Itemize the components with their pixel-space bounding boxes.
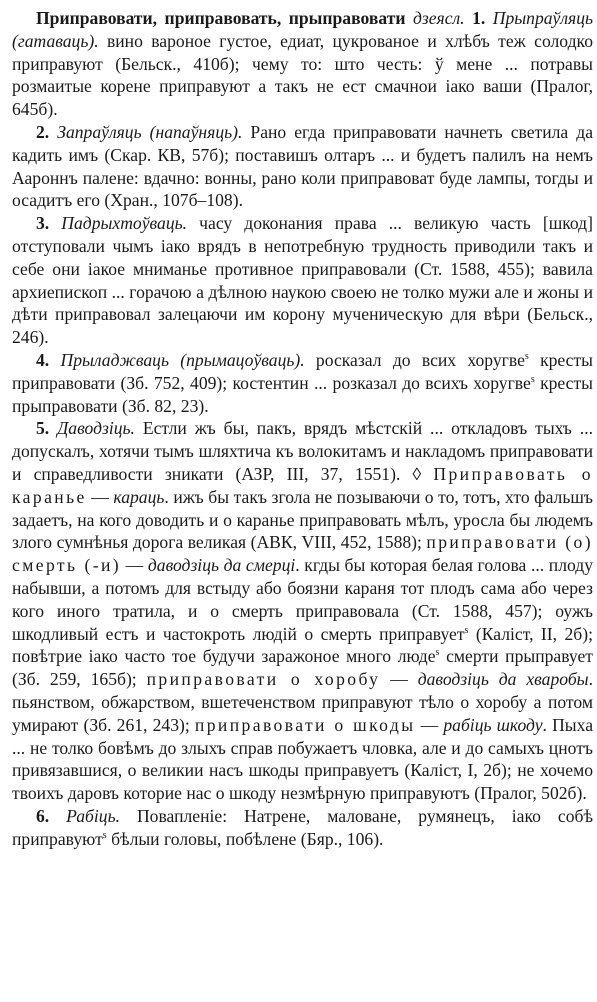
superscript-mark: s — [435, 647, 440, 659]
superscript-mark: s — [524, 350, 529, 362]
sense-text: Повапленіе: Натрене, маловане, румянецъ, iако собѣ приправуют — [12, 805, 593, 849]
phrase-gloss: караць — [113, 486, 165, 507]
sense-text: кресты прыправовати (Зб. 82, 23). — [12, 372, 593, 416]
sense-text: смерти прыправует (Зб. 259, 165б); — [12, 646, 593, 690]
sense-text: часу доконания права ... великую часть [шкод] отступовали чымъ iако врядъ в непотребную трудность приводили такъ и себе они iакое мниманье противное приправовали (Ст. 1588, 455); вавила архиепископ ... горачою а дѣлною наукою своею не толко мужи але и жоны и дѣти приправовал залецаючи им корону мученическую для вѣри (Бельск., 246). — [12, 213, 593, 348]
sense-text: росказал до всих хоругве — [304, 349, 525, 370]
dash: — — [380, 669, 418, 690]
dash: — — [121, 555, 148, 576]
sense-text: (Каліст, II, 2б); повѣтрие iако часто тое будучи заражоное много люде — [12, 623, 593, 667]
sense-number: 5. — [36, 418, 58, 439]
dash: — — [86, 486, 114, 507]
sense-3-paragraph — [12, 212, 593, 349]
superscript-mark: s — [102, 829, 107, 841]
sense-number: 2. — [36, 121, 58, 142]
sense-2-paragraph — [12, 121, 593, 212]
sense-gloss: Падрыхтоўваць. — [61, 213, 188, 234]
phrase: приправовати о шкоды — [194, 714, 416, 735]
sense-gloss: Прыпраўляць (гатаваць). — [12, 8, 594, 51]
sense-number: 6. — [36, 805, 67, 826]
sense-text: бѣлыи головы, побѣлене (Бяр., 106). — [106, 828, 384, 849]
superscript-mark: s — [530, 373, 535, 385]
phrase: приправовати о хоробу — [146, 669, 381, 690]
sense-text: . Пыха ... не толко бовѣмъ до злыхъ справ побужаетъ чловка, але и до самыхъ цнотъ привязавшися, о великии насъ шкоды приправуетъ (Каліст, I, 2б); не хочемо твоихъ даровъ которие нас о шкоду незмѣрную приправуютъ (Пралог, 502б). — [12, 714, 594, 804]
phrase: Приправовать о каранье — [12, 463, 593, 507]
sense-6-paragraph — [12, 805, 593, 851]
sense-gloss: Даводзіць. — [57, 418, 135, 439]
sense-text: . ижъ бы такъ згола не позываючи о то, тотъ, хто фальшъ задаетъ, на кого доводить и о каранье приправовать мѣлъ, уросла бы людемъ злого сумнѣнья дорога великая (АВК, VIII, 452, 1588); — [12, 486, 593, 553]
sense-text: . пьянством, обжарством, вшетеченством приправуют тѣло о хоробу а потом умирают (Зб. 261, 243); — [12, 669, 593, 735]
phrase-gloss: рабіць шкоду — [443, 714, 543, 735]
sense-text: вино вароное густое, едиат, цукрованое и хлѣбъ теж солодко приправуют (Бельск., 410б); чему то: што честь: ў мене ... потравы розмаитые корене приправуют а такъ не ест смачнои iако ваши (Пралог, 645б). — [12, 30, 593, 120]
sense-gloss: Прыладжваць (прымацоўваць). — [60, 349, 305, 370]
sense-text: Естли жъ бы, пакъ, врядъ мѣстскій ... откладовъ тыхъ ... допускалъ, хотячи тымъ шляхтича къ волокитамъ и накладомъ приправовати и справедливости зникати (АЗР, III, 37, 1551). ◊ — [12, 418, 594, 484]
dash: — — [415, 714, 444, 735]
sense-1-paragraph — [12, 7, 593, 121]
headword: Приправовати, приправовать, прыправовати — [36, 8, 406, 28]
sense-gloss: Рабіць. — [66, 805, 120, 826]
part-of-speech: дзеясл. — [405, 8, 473, 28]
sense-number: 1. — [472, 8, 493, 28]
superscript-mark: s — [464, 624, 469, 636]
sense-text: Рано егда приправовати начнеть светила да кадить имъ (Скар. КВ, 57б); поставишъ олтаръ ... и будетъ палилъ на немъ Аароннъ палене: вдачно: вонны, рано коли приправоват буде лампы, тогды и осадитъ его (Хран., 107б–108). — [12, 121, 594, 211]
phrase: приправовати (о) смерть (-и) — [12, 532, 593, 576]
sense-number: 4. — [36, 349, 61, 370]
sense-5-paragraph — [12, 417, 593, 805]
sense-text: . кгды бы которая белая голова ... плоду набывши, а потомъ для встыду або боязни караня тот плодъ сама або через кого иного тратила, и о смерть приправовала (Ст. 1588, 457); оужъ шкодливый естъ и частокроть людій о смерть приправует — [12, 555, 594, 644]
phrase-gloss: даводзіць да хваробы — [417, 669, 589, 690]
sense-gloss: Запраўляць (напаўняць). — [57, 121, 243, 142]
phrase-gloss: даводзіць да смерці — [147, 555, 296, 576]
sense-4-paragraph — [12, 349, 593, 417]
sense-text: кресты приправовати (Зб. 752, 409); костентин ... розказал до всихъ хоругве — [12, 349, 593, 393]
sense-number: 3. — [36, 213, 62, 234]
